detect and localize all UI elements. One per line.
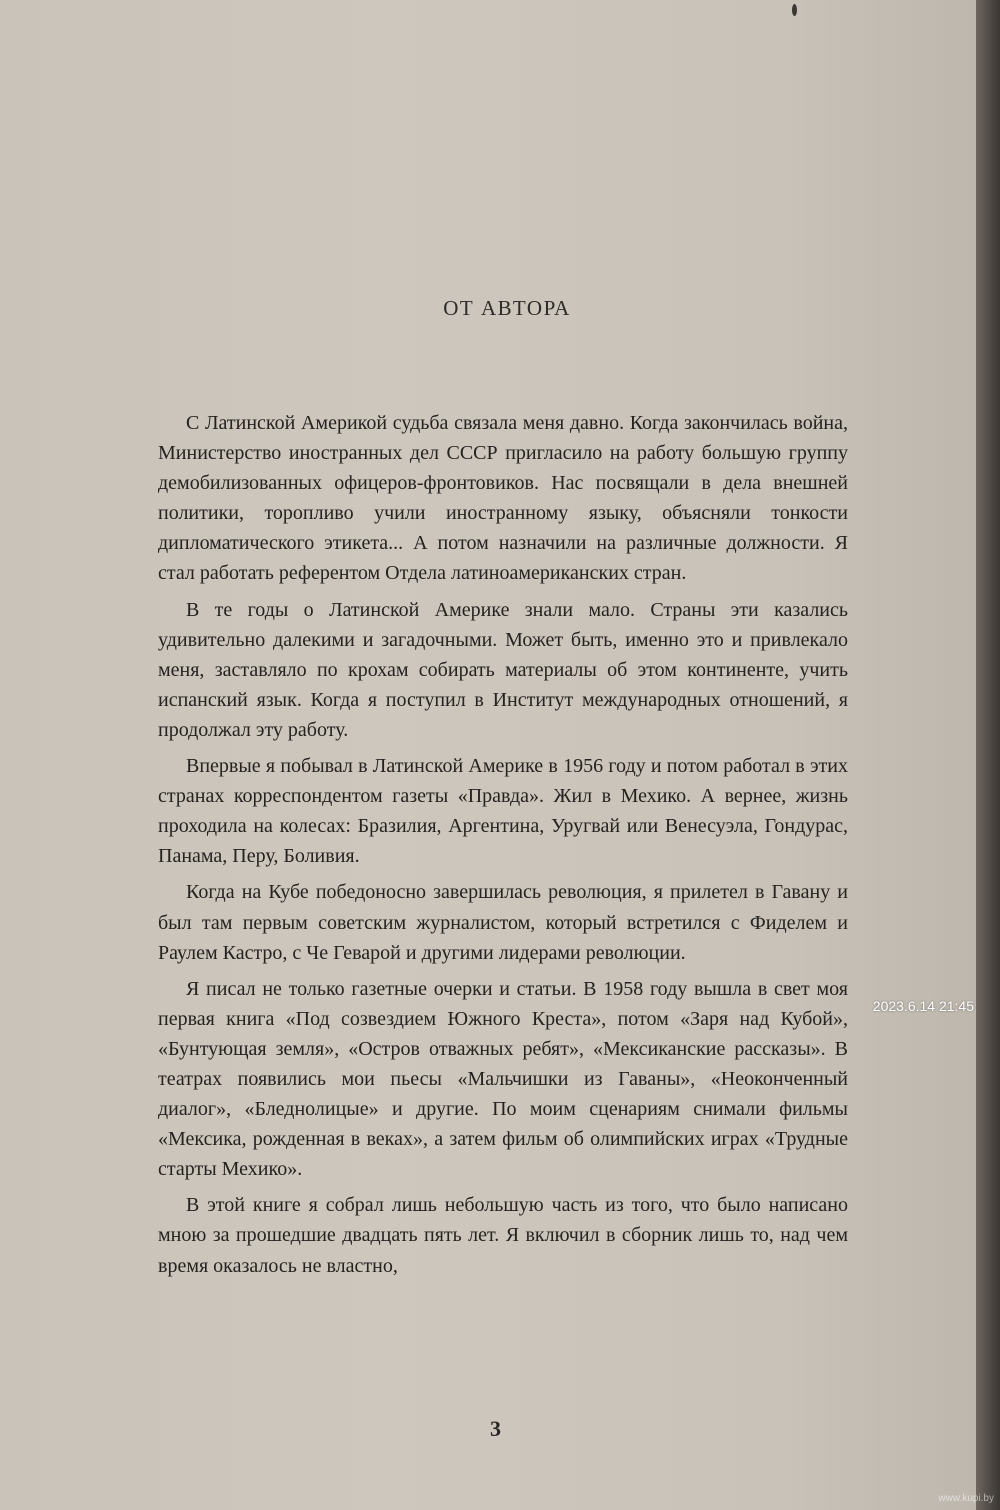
page-number: 3 [490, 1416, 501, 1441]
paragraph-2: В те годы о Латинской Америке знали мало. Страны эти казались удивительно далекими и загадочными. Может быть, именно это и привлекало меня, заставляло по крохам собирать материалы об этом континенте, учить испанский язык. Когда я поступил в Институт международных отношений, я продолжал эту работу. [158, 598, 848, 741]
paragraph-4: Когда на Кубе победоносно завершилась революция, я прилетел в Гавану и был там первым советским журналистом, который встретился с Фиделем и Раулем Кастро, с Че Геварой и другими лидерами революции. [158, 881, 848, 964]
body-text [158, 408, 848, 1287]
paragraph-1: С Латинской Америкой судьба связала меня давно. Когда закончилась война, Министерство иностранных дел СССР пригласило на работу большую группу демобилизованных офицеров-фронтовиков. Нас посвящали в дела внешней политики, торопливо учили иностранному языку, объясняли тонкости дипломатического этикета... А потом назначили на различные должности. Я стал работать референтом Отдела латиноамериканских стран. [158, 412, 848, 585]
ink-speck [792, 4, 797, 16]
photo-timestamp: 2023.6.14 21:45 [872, 998, 974, 1014]
paragraph-5: Я писал не только газетные очерки и статьи. В 1958 году вышла в свет моя первая книга «Под созвездием Южного Креста», потом «Заря над Кубой», «Бунтующая земля», «Остров отважных ребят», «Мексиканские рассказы». В театрах появились мои пьесы «Мальчишки из Гаваны», «Неоконченный диалог», «Бледнолицые» и другие. По моим сценариям снимали фильмы «Мексика, рожденная в веках», а затем фильм об олимпийских играх «Трудные старты Мехико». [158, 977, 848, 1181]
chapter-heading: ОТ АВТОРА [443, 296, 571, 320]
paragraph-6: В этой книге я собрал лишь небольшую часть из того, что было написано мною за прошедшие двадцать пять лет. Я включил в сборник лишь то, над чем время оказалось не властно, [158, 1194, 848, 1277]
page-edge-shadow [976, 0, 1000, 1510]
watermark: www.kupi.by [938, 1493, 994, 1504]
paragraph-3: Впервые я побывал в Латинской Америке в 1956 году и потом работал в этих странах корреспондентом газеты «Правда». Жил в Мехико. А вернее, жизнь проходила на колесах: Бразилия, Аргентина, Уругвай или Венесуэла, Гондурас, Панама, Перу, Боливия. [158, 755, 848, 868]
